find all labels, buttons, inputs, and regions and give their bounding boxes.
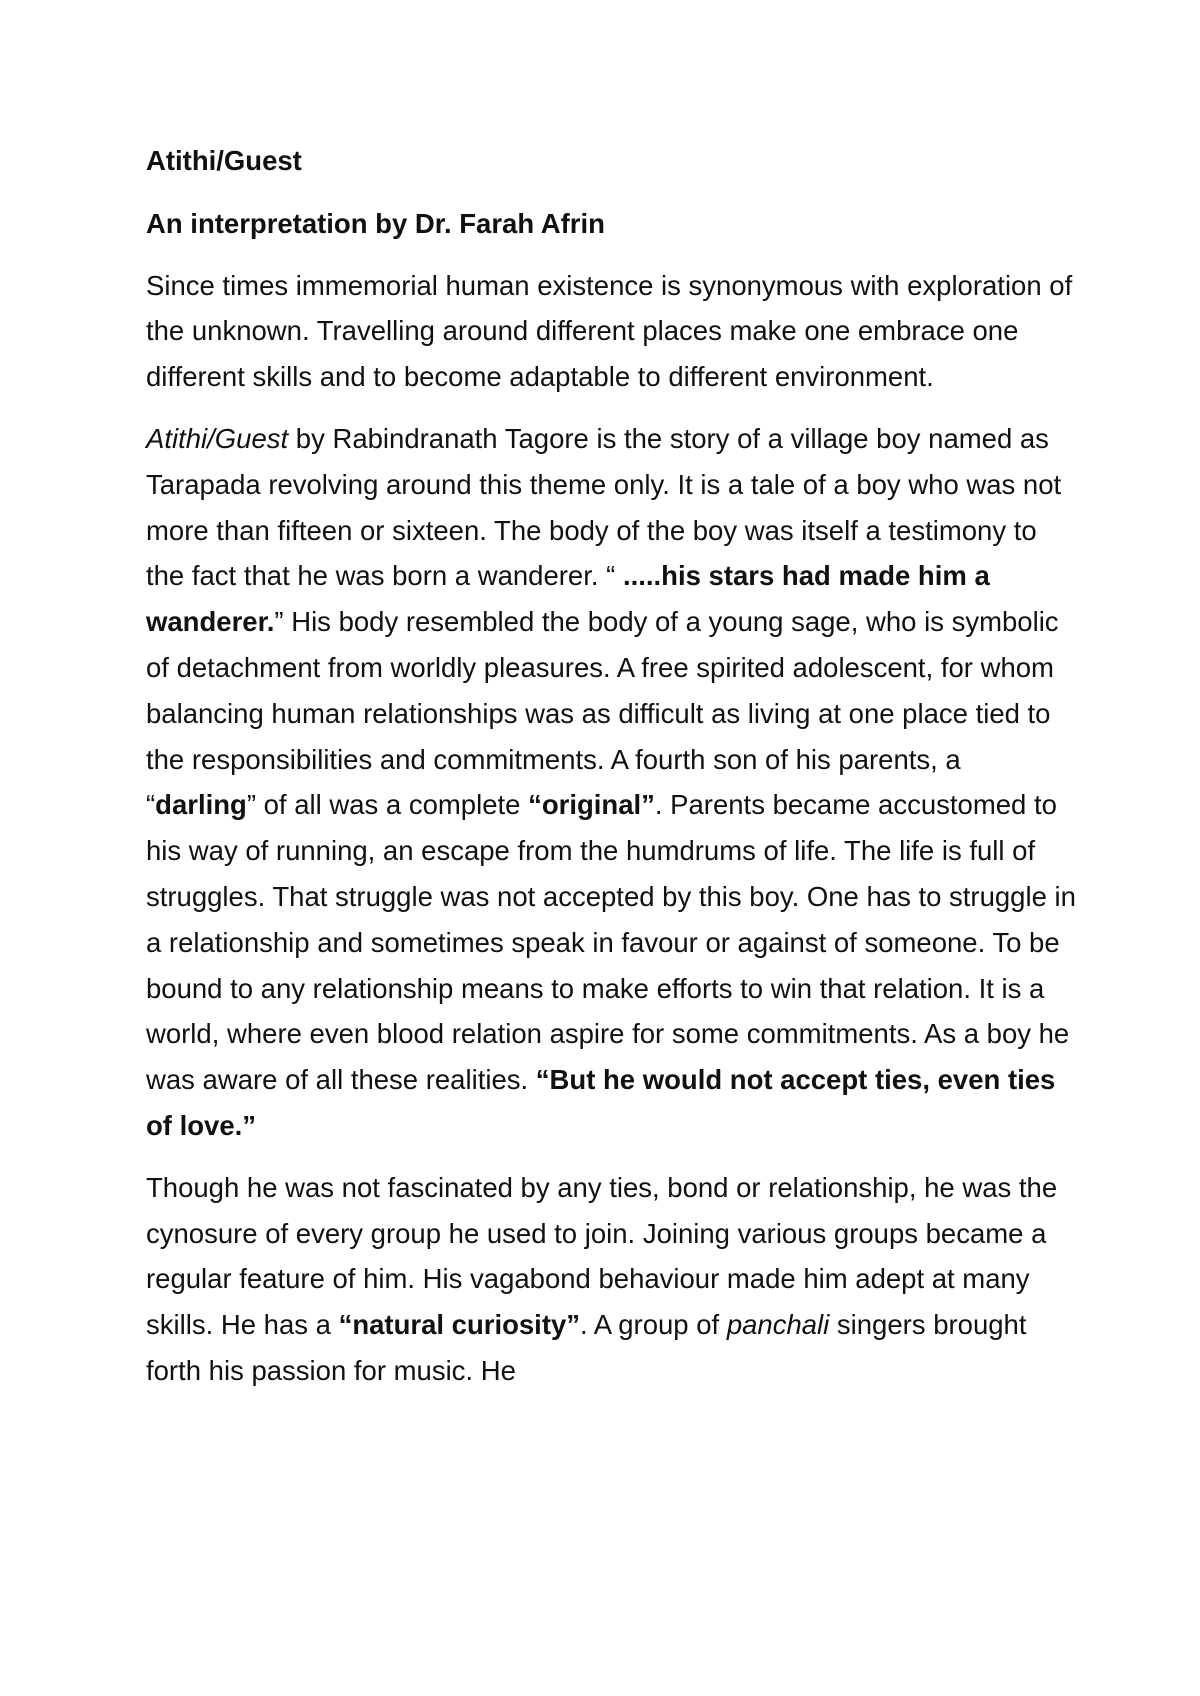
paragraph-intro-text: Since times immemorial human existence is synonymous with exploration of the unknown. Travelling around different places make one embrace one different skills and to become adaptable to different environment. xyxy=(146,269,1073,393)
story-text-3: ” of all was a complete xyxy=(246,789,529,821)
paragraph-intro xyxy=(146,263,1076,400)
story-text-4: . Parents became accustomed to his way of running, an escape from the humdrums of life. The life is full of struggles. That struggle was not accepted by this boy. One has to struggle in a relationship and sometimes speak in favour or against of someone. To be bound to any relationship means to make efforts to win that relation. It is a world, where even blood relation aspire for some commitments. As a boy he was aware of all these realities. xyxy=(146,789,1076,1096)
word-panchali: panchali xyxy=(726,1309,830,1341)
story-text-1: by Rabindranath Tagore is the story of a village boy named as Tarapada revolving around this theme only. It is a tale of a boy who was not more than fifteen or sixteen. The body of the boy was itself a testimony to the fact that he was born a wanderer. “ xyxy=(146,422,1062,592)
groups-text-1: Though he was not fascinated by any ties, bond or relationship, he was the cynosure of every group he used to join. Joining various groups became a regular feature of him. His vagabond behaviour made him adept at many skills. He has a xyxy=(146,1171,1058,1341)
word-original: “original” xyxy=(528,789,655,821)
groups-text-3: singers brought forth his passion for music. He xyxy=(146,1309,1027,1386)
quote-ties: “But he would not accept ties, even ties of love.” xyxy=(146,1064,1056,1141)
phrase-natural-curiosity: “natural curiosity” xyxy=(338,1309,581,1341)
quote-wanderer: .....his stars had made him a wanderer. xyxy=(146,560,990,638)
groups-text-2: . A group of xyxy=(580,1309,727,1341)
document-title: Atithi/Guest xyxy=(146,145,302,176)
document-page xyxy=(146,138,1076,1394)
document-subtitle: An interpretation by Dr. Farah Afrin xyxy=(146,207,605,239)
story-text-2: ” His body resembled the body of a young sage, who is symbolic of detachment from worldly pleasures. A free spirited adolescent, for whom balancing human relationships was as difficult as living at one place tied to the responsibilities and commitments. A fourth son of his parents, a “ xyxy=(146,606,1059,821)
word-darling: darling xyxy=(155,789,247,821)
story-title-italic: Atithi/Guest xyxy=(146,422,289,454)
paragraph-groups xyxy=(146,1165,1076,1394)
paragraph-story xyxy=(146,416,1076,1149)
